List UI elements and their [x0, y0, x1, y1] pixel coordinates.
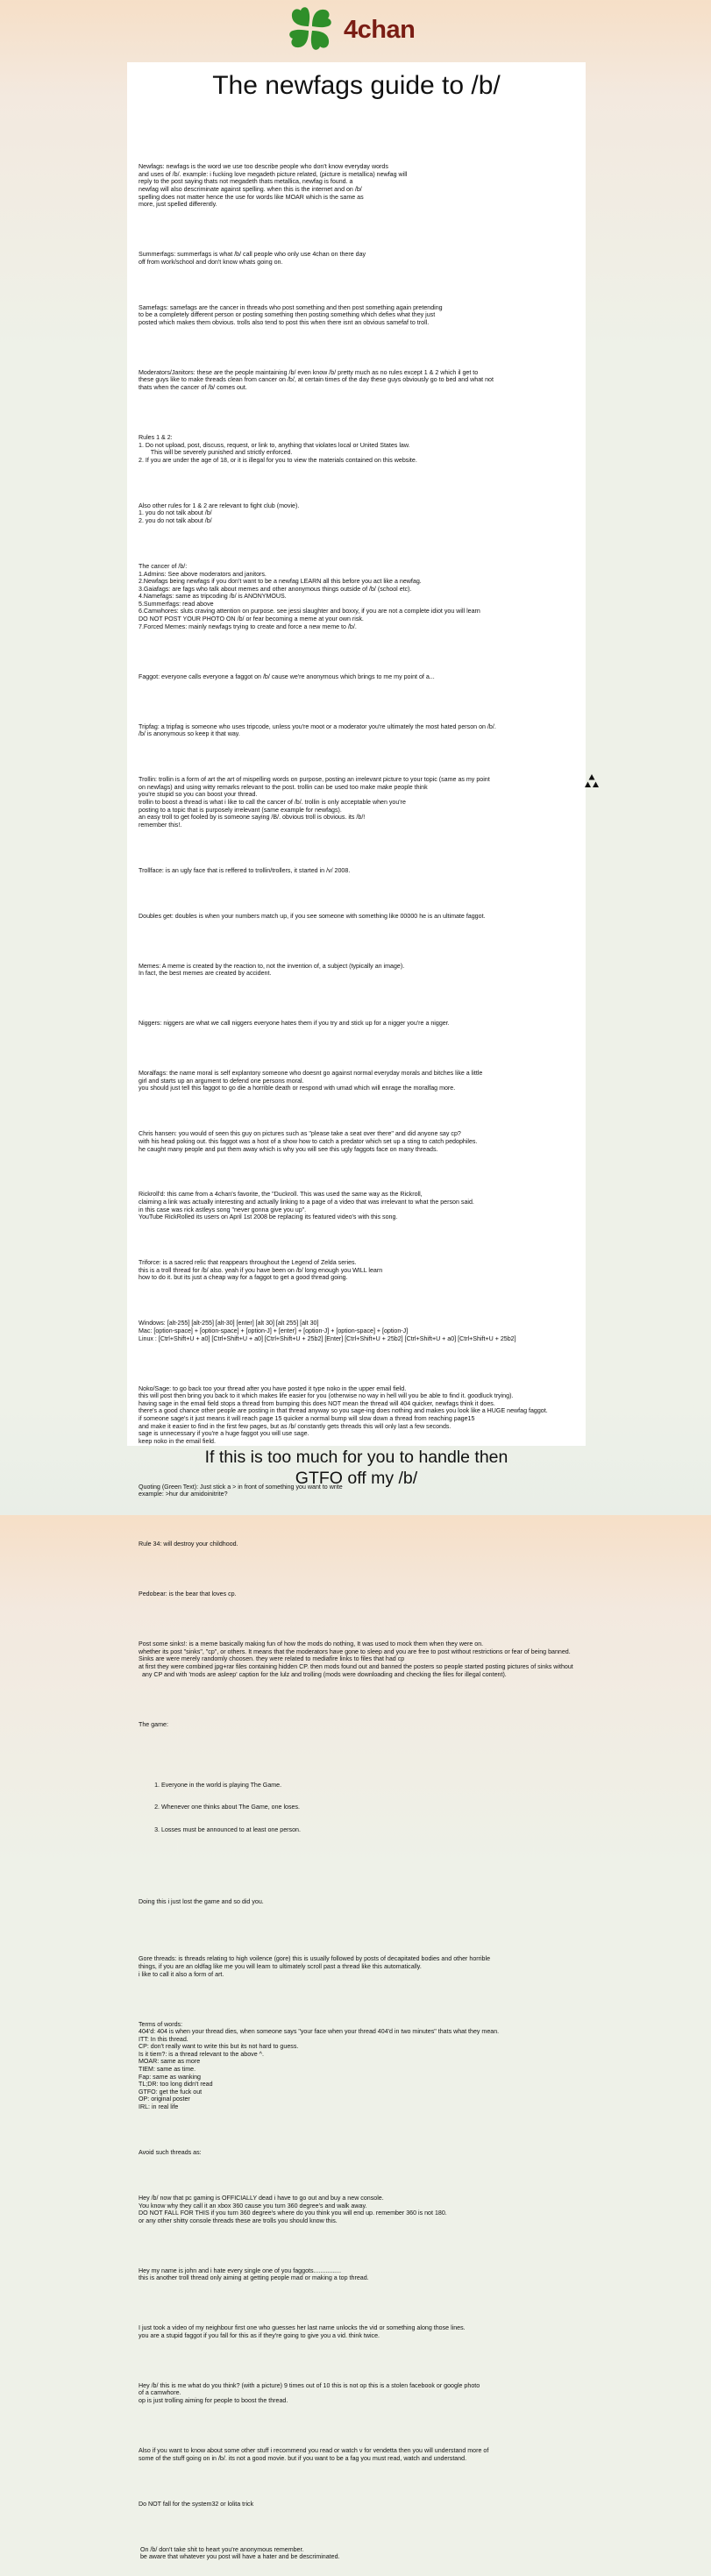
site-logo-text: 4chan: [344, 16, 416, 44]
section-pedobear: Pedobear: is the bear that loves cp.: [139, 1590, 237, 1598]
section-fight-club-rules: Also other rules for 1 & 2 are relevant to fight club (movie). 1. you do not talk about /b/ 2. you do not talk about /b/: [139, 502, 300, 524]
section-chris-hansen: Chris hansen: you would of seen this guy on pictures such as "please take a seat over there" and did anyone say cp? with his head poking out. this faggot was a host of a show how to catch a predator which set up a sting to catch pedophiles. he caught many people and put them away which is why you will see this ugly faggots face on many threads.: [139, 1130, 478, 1153]
section-sinks: Post some sinks!: is a meme basically making fun of how the mods do nothing, It was used to mock them when they were on. whether its post "sinks", "cp", or others. It means that the moderators have gone to sleep and you are free to post without restrictions or fear of being banned. Sinks are were merely randomly choosen. they were related to mediafire links to files that had cp at first they were combined jpg+rar files containing hidden CP. then mods found out and banned the posters so people started posting pictures of sinks without any CP and with 'mods are asleep' caption for the lulz and trolling (mods were downloading and checking the files for illegal content).: [139, 1640, 573, 1678]
section-console-thread: Hey /b/ now that pc gaming is OFFICIALLY dead i have to go out and buy a new console. You know why they call it an xbox 360 cause you turn 360 degree's and walk away. DO NOT FALL FOR THIS if you turn 360 degree's where do you think you will end up. remember 360 is not 180. or any other shitty console threads these are trolls you should know this.: [139, 2194, 447, 2224]
section-rule-34: Rule 34: will destroy your childhood.: [139, 1541, 238, 1548]
section-gore-threads: Gore threads: is threads relating to high voilence (gore) this is usually followed by posts of decapitated bodies and other horrible things, if you are an oldfag like me you will learn to ultimately scroll past a thread like this automatically. i like to call it also a form of art.: [139, 1955, 491, 1978]
section-rules: Rules 1 & 2: 1. Do not upload, post, discuss, request, or link to, anything that violates local or United States law. This will be severely punished and strictly enforced. 2. If you are under the age of 18, or it is illegal for you to view the materials contained on this website.: [139, 434, 417, 464]
section-v-for-vendetta: Also if you want to know about some other stuff i recommend you read or watch v for vendetta then you will understand more of some of the stuff going on in /b/. its not a good movie. but if you want to be a fag you must read, watch and understand.: [139, 2447, 489, 2462]
section-faggot: Faggot: everyone calls everyone a faggot on /b/ cause we're anonymous which brings to me my point of a...: [139, 672, 435, 680]
section-video-thread: I just took a video of my neighbour first one who guesses her last name unlocks the vid or something along those lines. you are a stupid faggot if you fall for this as if they're going to give you a vid. think twice.: [139, 2324, 466, 2339]
section-memes: Memes: A meme is created by the reaction to, not the invention of, a subject (typically an image). In fact, the best memes are created by accident.: [139, 962, 405, 978]
section-avoid-threads: Avoid such threads as:: [139, 2149, 202, 2156]
section-niggers: Niggers: niggers are what we call niggers everyone hates them if you try and stick up for a nigger you're a nigger.: [139, 1020, 450, 1028]
section-photo-thread: Hey /b/ this is me what do you think? (with a picture) 9 times out of 10 this is not op this is a stolen facebook or google photo of a camwhore. op is just trolling aiming for people to boost the thread.: [139, 2381, 480, 2405]
section-newfags: Newfags: newfags is the word we use too describe people who don't know everyday words and uses of /b/. example: i fucking love megadeth picture related, (picture is metallica) newfag will reply to the post saying thats not megadeth thats metallica, newfag is found. a newfag will also descriminate against spelling. when this is the internet and on /b/ spelling does not matter hence the use for words like MOAR which is the same as more, just spelled differently.: [139, 163, 408, 209]
triforce-icon: [583, 773, 601, 789]
header: [0, 0, 711, 58]
section-system32: Do NOT fall for the system32 or lolita trick: [139, 2500, 254, 2508]
section-moralfags: Moralfags: the name moral is self explantory someone who doesnt go against normal everyday morals and bitches like a little girl and starts up an argument to defend one persons moral. you should just tell this faggot to go die a horrible death or respond with umad which will enrage the moralfag more.: [139, 1070, 483, 1092]
footer-line-2: GTFO off my /b/: [295, 1469, 418, 1488]
section-noko-sage: Noko/Sage: to go back too your thread after you have posted it type noko in the upper email field. this will post then bring you back to it which makes life easier for you (otherwise no way in hell will you be able to find it. goodluck trying). having sage in the email field stops a thread from bumping this does NOT mean the thread will 404 quicker, newfags think it does. there's a good chance other people are posting in that thread anyway so you sage-ing does nothing and makes you look like a HUGE newfag faggot. if someone sage's it just means it will reach page 15 quicker a normal bump will slow down a thread from reaching page15 and make it easier to find in the first few pages, but as /b/ constantly gets threads this will only last a few seconds. sage is unnecessary if you're a huge faggot you will use sage. keep noko in the email field.: [139, 1384, 548, 1445]
section-moderators: Moderators/Janitors: these are the people maintaining /b/ even know /b/ pretty much as no rules except 1 & 2 which il get to these guys like to make threads clean from cancer on /b/, at certain times of the day these guys obviously go to bed and what not thats when the cancer of /b/ comes out.: [139, 368, 494, 392]
section-john-thread: Hey my name is john and i hate every single one of you faggots................ this is another troll thread only aiming at getting people mad or making a top thread.: [139, 2266, 369, 2282]
list-item: 3. Losses must be announced to at least one person.: [161, 1826, 612, 1834]
game-rules-list: [139, 1766, 612, 1849]
section-lost-the-game: Doing this i just lost the game and so did you.: [139, 1898, 264, 1906]
guide-content: [139, 148, 612, 2576]
section-doubles: Doubles get: doubles is when your numbers match up, if you see someone with something like 00000 he is an ultimate faggot.: [139, 912, 486, 920]
section-the-game: The game:: [139, 1720, 168, 1728]
section-anonymous-reminder: On /b/ don't take shit to heart you're anonymous remember. be aware that whatever you post will have a hater and be descriminated.: [139, 2545, 340, 2561]
section-cancer: The cancer of /b/: 1.Admins: See above moderators and janitors. 2.Newfags being newfags if you don't want to be a newfag LEARN all this before you act like a newfag. 3.Gaiafags: are fags who talk about memes and other anonymous things outside of /b/ (school etc). 4.Namefags: same as tripcoding /b/ is ANONYMOUS. 5.Summerfags: read above 6.Camwhores: sluts craving attention on purpose. see jessi slaughter and boxxy, if you are not a complete idiot you will learn DO NOT POST YOUR PHOTO ON /b/ or fear becoming a meme at your own risk. 7.Forced Memes: mainly newfags trying to create and force a new meme to /b/.: [139, 562, 480, 630]
section-terms: Terms of words: 404'd: 404 is when your thread dies, when someone says "your face when your thread 404'd in two minutes" thats what they mean. ITT: In this thread. CP: don't really want to write this but its not hard to guess. Is it tiem?: is a thread relevant to the above ^. MOAR: same as more TIEM: same as time. Fap: same as wanking TL;DR: too long didn't read GTFO: get the fuck out OP: original poster IRL: in real life: [139, 2020, 500, 2111]
list-item: 1. Everyone in the world is playing The Game.: [161, 1782, 612, 1790]
section-quoting: Quoting (Green Text): Just stick a > in front of something you want to write example: >hur dur amidoinitrite?: [139, 1483, 343, 1498]
section-trollin: Trollin: trollin is a form of art the art of mispelling words on purpose, posting an irrelevant picture to your topic (same as my point on newfags) and using witty remarks relevant to the post. trollin can be used too make make people think you're stupid so you can boost your thread. trollin to boost a thread is what i like to call the cancer of /b/. trollin is only acceptable when you're posting to a topic that is purposely irrelevant (same example for newfags). an easy troll to get fooled by is someone saying /B/. obvious troll is obvious. its /b/! remember this!.: [139, 776, 490, 829]
section-summerfags: Summerfags: summerfags is what /b/ call people who only use 4chan on there day off from work/school and don't know whats going on.: [139, 251, 366, 266]
section-trollface: Trollface: is an ugly face that is reffered to trollin/trollers, it started in /v/ 2008.: [139, 866, 351, 874]
section-tripfag: Tripfag: a tripfag is someone who uses tripcode, unless you're moot or a moderator you're ultimately the most hated person on /b/. /b/ is anonymous so keep it that way.: [139, 722, 496, 738]
clover-logo-icon: [288, 5, 333, 53]
section-samefags: Samefags: samefags are the cancer in threads who post something and then post something again pretending to be a completely different person or posting something then posting something which defies what they just posted which makes them obvious. trolls also tend to post this when there isnt an obvious samefaf to troll.: [139, 303, 443, 326]
footer-message: [127, 1447, 586, 1489]
section-rickroll: Rickroll'd: this came from a 4chan's favorite, the "Duckroll. This was used the same way as the Rickroll, claiming a link was actually interesting and actually linking to a page of a video that was irrelevant to what the person said. in this case was rick astleys song "never gonna give you up". YouTube RickRolled its users on April 1st 2008 be replacing its featured video's with this song.: [139, 1191, 474, 1221]
section-triforce-keys: Windows: [alt-255] [alt-255] [alt-30] [enter] [alt 30] [alt 255] [alt 30] Mac: [option-space] + [option-space] + [option-J] + [enter] + [option-J] + [option-space] + [option-J] Linux : [Ctrl+Shift+U + a0] [Ctrl+Shift+U + a0] [Ctrl+Shift+U + 25b2] [Enter] [Ctrl+Shift+U + 25b2] [Ctrl+Shift+U + a0] [Ctrl+Shift+U + 25b2]: [139, 1320, 516, 1342]
section-triforce: Triforce: is a sacred relic that reappears throughout the Legend of Zelda series. this is a troll thread for /b/ also. yeah if you have been on /b/ long enough you WILL learn how to do it. but its just a cheap way for a faggot to get a good thread going.: [139, 1259, 383, 1282]
page-title: The newfags guide to /b/: [212, 71, 501, 100]
list-item: 2. Whenever one thinks about The Game, one loses.: [161, 1804, 612, 1811]
footer-line-1: If this is too much for you to handle then: [204, 1448, 508, 1467]
